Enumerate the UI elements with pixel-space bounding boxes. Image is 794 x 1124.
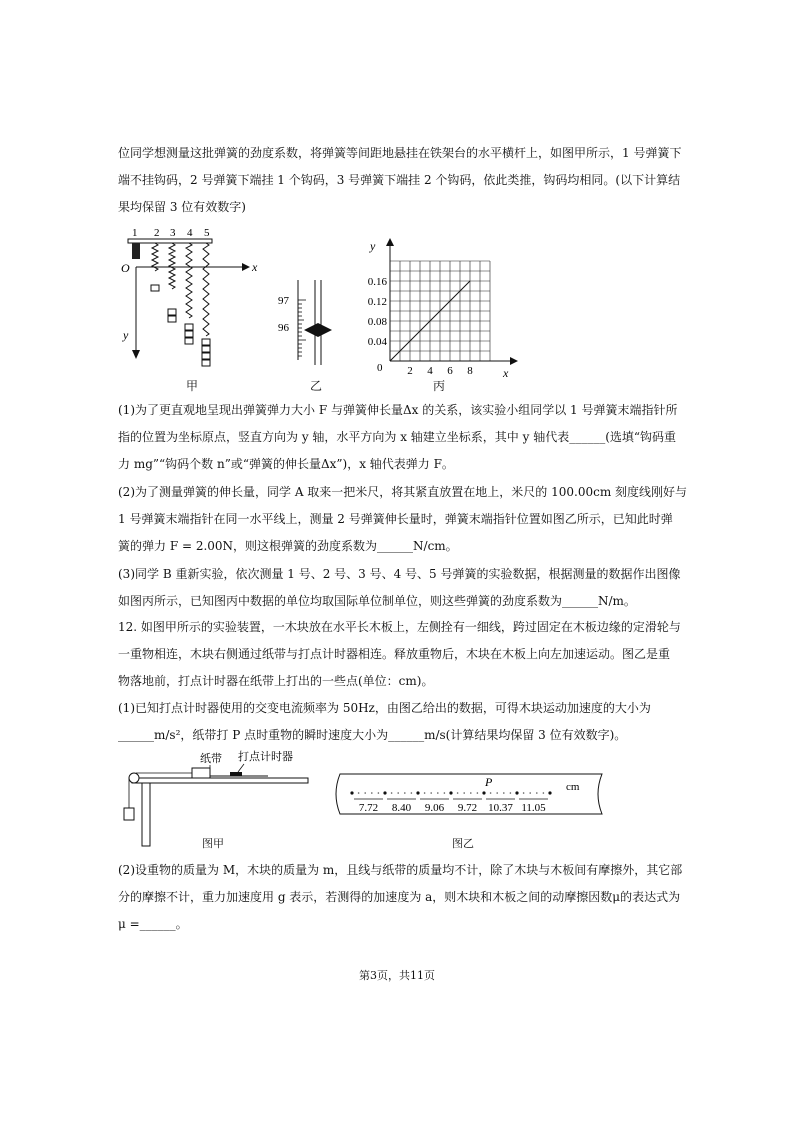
tape-count-dot <box>416 791 419 794</box>
chart-y-axis-label: y <box>370 239 376 253</box>
spring-number-1: 1 <box>132 227 138 239</box>
tape-minor-dot <box>457 792 459 794</box>
label-tape: 纸带 <box>200 753 222 765</box>
chart-x-tick-labels <box>407 365 473 377</box>
tape-minor-dot <box>510 792 512 794</box>
q2-line-2: 1 号弹簧末端指针在同一水平线上，测量 2 号弹簧伸长量时，弹簧末端指针位置如图乙所示，已知此时弹 <box>118 512 673 526</box>
tape-minor-dot <box>463 792 465 794</box>
tape-segment-label: 9.06 <box>424 802 445 814</box>
spring-5 <box>203 243 209 336</box>
chart-y-axis-arrow-icon <box>386 238 394 246</box>
intro-paragraph <box>118 140 688 221</box>
tape-count-dot <box>449 791 452 794</box>
intro-line-3: 果均保留 3 位有效数字) <box>118 200 246 214</box>
tape-minor-dot <box>364 792 366 794</box>
page-footer: 第3页，共11页 <box>359 969 435 982</box>
q12-line-2: 一重物相连，木块右侧通过纸带与打点计时器相连。释放重物后，木块在木板上向左加速运动。图乙是重 <box>118 647 671 661</box>
table-leg <box>142 783 150 846</box>
timer-leader <box>238 764 244 772</box>
board <box>132 778 308 783</box>
spring-number-5: 5 <box>204 227 210 239</box>
ruler-tick-96: 96 <box>278 322 289 334</box>
q12-line-3: 物落地前，打点计时器在纸带上打出的一些点(单位：cm)。 <box>118 674 434 688</box>
tape-minor-dot <box>543 792 545 794</box>
q1-line-2: 指的位置为坐标原点，竖直方向为 y 轴，水平方向为 x 轴建立坐标系，其中 y 轴代表______(选填“钩码重 <box>118 430 677 444</box>
label-timer: 打点计时器 <box>238 751 293 763</box>
tape-minor-dot <box>496 792 498 794</box>
dot-timer <box>230 772 242 776</box>
q12-2-line-3: μ =______。 <box>118 917 188 931</box>
question-3 <box>118 561 688 615</box>
tape-minor-dot <box>404 792 406 794</box>
spring-4 <box>186 243 192 318</box>
tape-count-dot <box>482 791 485 794</box>
intro-line-2: 端不挂钩码，2 号弹簧下端挂 1 个钩码，3 号弹簧下端挂 2 个钩码，依此类推，钩码均相同。(以下计算结 <box>118 173 681 187</box>
chart-x-tick-label: 6 <box>447 365 453 377</box>
chart-y-tick-label: 0.08 <box>367 316 387 328</box>
tape-minor-dot <box>490 792 492 794</box>
tape-segment-label: 10.37 <box>488 802 513 814</box>
spring-3 <box>169 243 175 289</box>
tape-minor-dot <box>391 792 393 794</box>
figure-yi-ruler <box>270 280 350 370</box>
tape-minor-dot <box>470 792 472 794</box>
y-axis-label: y <box>123 328 129 342</box>
intro-line-1: 位同学想测量这批弹簧的劲度系数，将弹簧等间距地悬挂在铁架台的水平横杆上，如图甲所示，1 号弹簧下 <box>118 146 682 160</box>
q12-1-line-1: (1)已知打点计时器使用的交变电流频率为 50Hz，由图乙给出的数据，可得木块运动加速度的大小为 <box>118 701 651 715</box>
tape-unit: cm <box>566 781 580 793</box>
q2-line-3: 簧的弹力 F = 2.00N，则这根弹簧的劲度系数为______N/cm。 <box>118 539 458 553</box>
q2-line-1: (2)为了测量弹簧的伸长量，同学 A 取来一把米尺，将其紧直放置在地上，米尺的 100.00cm 刻度线刚好与 <box>118 485 688 499</box>
chart-origin-label: 0 <box>377 362 383 374</box>
spring-number-3: 3 <box>170 227 176 239</box>
tape-minor-dot <box>424 792 426 794</box>
horizontal-bar <box>128 239 212 243</box>
tape-count-dot <box>548 791 551 794</box>
question-12-part-2 <box>118 857 688 938</box>
tape-minor-dot <box>371 792 373 794</box>
tape-minor-dot <box>358 792 360 794</box>
tape-minor-dot <box>397 792 399 794</box>
x-axis-arrow-icon <box>242 263 250 271</box>
tape-minor-dot <box>523 792 525 794</box>
y-axis-arrow-icon <box>132 350 140 359</box>
spring-number-labels <box>132 227 210 239</box>
spring-1 <box>132 243 140 259</box>
caption-12-jia: 图甲 <box>202 837 224 850</box>
chart-y-tick-label: 0.04 <box>367 336 387 348</box>
figure-12-yi-tape <box>332 768 610 828</box>
q12-1-line-2: ______m/s²，纸带打 P 点时重物的瞬时速度大小为______m/s(计算结果均保留 3 位有效数字)。 <box>118 728 627 742</box>
tape-minor-dot <box>529 792 531 794</box>
tape-segment-label: 7.72 <box>358 802 379 814</box>
tape-count-dot <box>383 791 386 794</box>
tape-minor-dot <box>444 792 446 794</box>
caption-yi: 乙 <box>310 379 323 393</box>
tape-minor-dot <box>437 792 439 794</box>
tape-count-dot <box>350 791 353 794</box>
question-12 <box>118 614 688 695</box>
figure-12-jia-apparatus <box>118 748 318 848</box>
ruler-tick-97: 97 <box>278 295 289 307</box>
q12-line-1: 12. 如图甲所示的实验装置，一木块放在水平长木板上，左侧拴有一细线，跨过固定在木板边缘的定滑轮与 <box>118 620 681 634</box>
tape-count-dot <box>515 791 518 794</box>
tape-minor-dot <box>503 792 505 794</box>
x-axis-label: x <box>252 260 258 274</box>
tape-minor-dot <box>378 792 380 794</box>
question-12-part-1 <box>118 695 688 749</box>
chart-x-tick-label: 8 <box>467 365 473 377</box>
spring-number-2: 2 <box>154 227 160 239</box>
q12-2-line-1: (2)设重物的质量为 M，木块的质量为 m，且线与纸带的质量均不计，除了木块与木板间有摩擦外，其它部 <box>118 863 683 877</box>
ruler-ticks <box>298 300 306 356</box>
chart-y-tick-label: 0.16 <box>367 276 387 288</box>
q12-2-line-2: 分的摩擦不计，重力加速度用 g 表示，若测得的加速度为 a，则木块和木板之间的动摩擦因数μ的表达式为 <box>118 890 681 904</box>
figure-jia-springs <box>118 222 258 372</box>
chart-x-tick-label: 4 <box>427 365 433 377</box>
figure-bing-graph <box>360 236 520 378</box>
origin-label: O <box>121 261 130 275</box>
tape-minor-dot <box>477 792 479 794</box>
tape-segment-label: 11.05 <box>521 802 546 814</box>
q3-line-1: (3)同学 B 重新实验，依次测量 1 号、2 号、3 号、4 号、5 号弹簧的实验数据，根据测量的数据作出图像 <box>118 567 681 581</box>
wood-block <box>192 768 210 778</box>
caption-jia: 甲 <box>186 379 199 393</box>
chart-y-tick-label: 0.12 <box>367 296 387 308</box>
tape-segment-label: 9.72 <box>457 802 478 814</box>
tape-point-p: P <box>485 775 493 789</box>
tape-minor-dot <box>430 792 432 794</box>
q3-line-2: 如图丙所示，已知图丙中数据的单位均取国际单位制单位，则这些弹簧的劲度系数为______N/m。 <box>118 594 636 608</box>
pulley <box>129 773 139 783</box>
tape-segment-label: 8.40 <box>391 802 412 814</box>
q1-line-1: (1)为了更直观地呈现出弹簧弹力大小 F 与弹簧伸长量Δx 的关系，该实验小组同学以 1 号弹簧末端指针所 <box>118 403 678 417</box>
hook-weights <box>151 285 210 366</box>
spring-number-4: 4 <box>187 227 193 239</box>
chart-x-axis-label: x <box>503 366 509 378</box>
tape-minor-dot <box>536 792 538 794</box>
q1-line-3: 力 mg”“钩码个数 n”或“弹簧的伸长量Δx”)，x 轴代表弹力 F。 <box>118 457 454 471</box>
chart-y-tick-labels <box>368 276 388 348</box>
question-1 <box>118 397 688 478</box>
question-2 <box>118 479 688 560</box>
chart-x-tick-label: 2 <box>407 365 413 377</box>
tape-minor-dot <box>411 792 413 794</box>
pointer-diamond <box>304 323 332 337</box>
caption-12-yi: 图乙 <box>452 837 474 850</box>
caption-bing: 丙 <box>433 379 446 393</box>
weight <box>124 808 134 820</box>
chart-x-axis-arrow-icon <box>510 357 518 365</box>
